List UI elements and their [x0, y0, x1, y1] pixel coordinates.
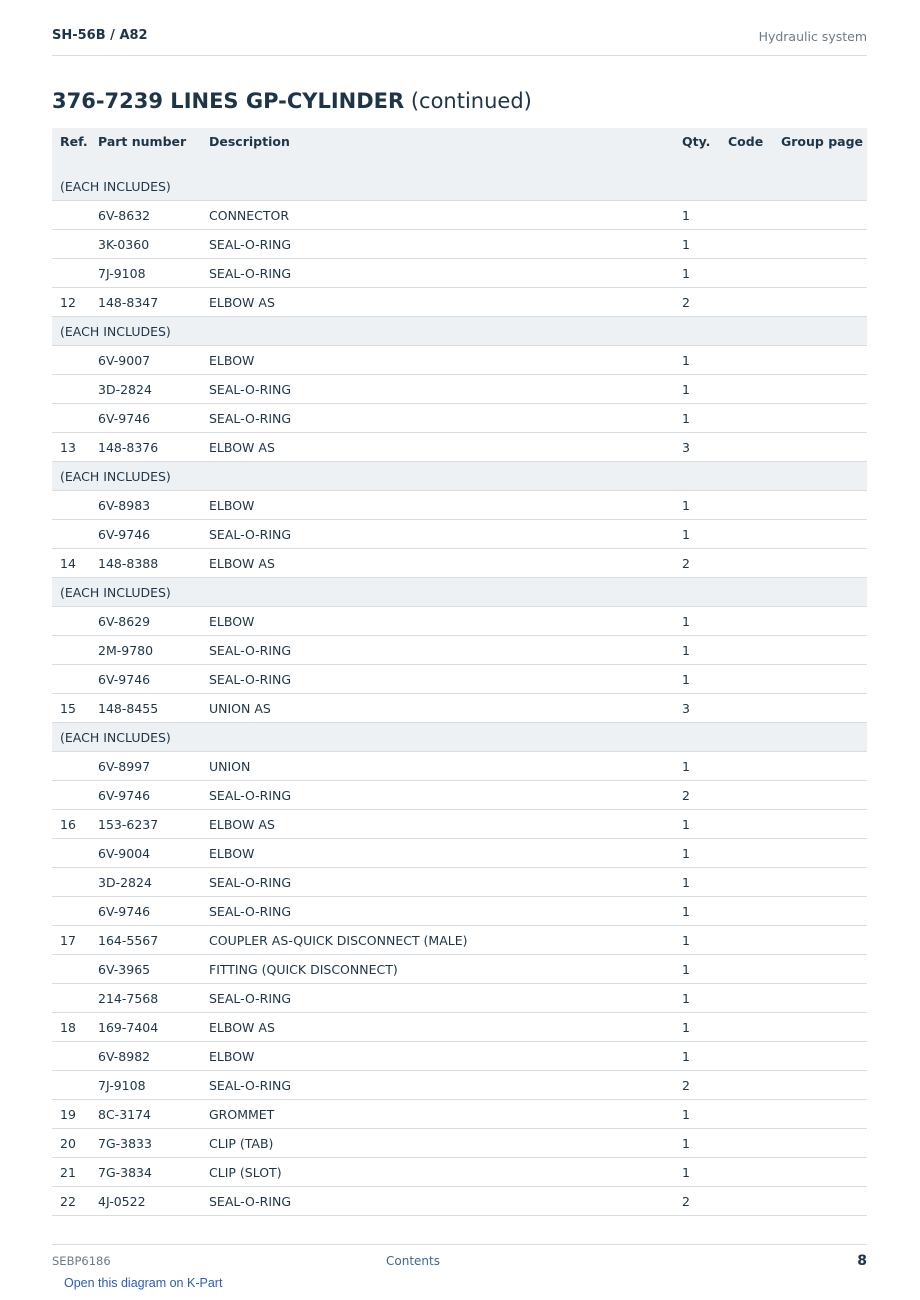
cell-group-page: [781, 636, 867, 665]
cell-part-number: 2M-9780: [98, 636, 209, 665]
cell-ref: 18: [52, 1013, 98, 1042]
cell-ref: 13: [52, 433, 98, 462]
group-header-row: [52, 462, 867, 491]
table-row: [52, 955, 867, 984]
cell-code: [728, 1158, 781, 1187]
cell-code: [728, 288, 781, 317]
cell-description: SEAL-O-RING: [209, 897, 682, 926]
cell-part-number: 169-7404: [98, 1013, 209, 1042]
cell-description: SEAL-O-RING: [209, 665, 682, 694]
cell-qty: 2: [682, 549, 728, 578]
table-row: [52, 694, 867, 723]
cell-ref: 14: [52, 549, 98, 578]
cell-description: SEAL-O-RING: [209, 259, 682, 288]
cell-part-number: 164-5567: [98, 926, 209, 955]
cell-description: ELBOW: [209, 839, 682, 868]
cell-group-page: [781, 781, 867, 810]
open-diagram-link[interactable]: Open this diagram on K-Part: [64, 1276, 223, 1290]
cell-description: SEAL-O-RING: [209, 375, 682, 404]
table-row: [52, 926, 867, 955]
cell-part-number: 6V-9746: [98, 665, 209, 694]
cell-part-number: 3D-2824: [98, 868, 209, 897]
group-header-row: [52, 317, 867, 346]
cell-qty: 1: [682, 868, 728, 897]
cell-code: [728, 1042, 781, 1071]
cell-description: CLIP (SLOT): [209, 1158, 682, 1187]
table-row: [52, 1129, 867, 1158]
column-header-ref: Ref.: [52, 128, 98, 172]
cell-description: SEAL-O-RING: [209, 1071, 682, 1100]
cell-group-page: [781, 897, 867, 926]
cell-ref: [52, 752, 98, 781]
cell-qty: 2: [682, 288, 728, 317]
cell-description: FITTING (QUICK DISCONNECT): [209, 955, 682, 984]
cell-group-page: [781, 868, 867, 897]
cell-qty: 3: [682, 694, 728, 723]
cell-code: [728, 433, 781, 462]
cell-qty: 1: [682, 984, 728, 1013]
cell-group-page: [781, 1100, 867, 1129]
cell-description: SEAL-O-RING: [209, 404, 682, 433]
cell-description: UNION: [209, 752, 682, 781]
table-row: [52, 984, 867, 1013]
cell-group-page: [781, 752, 867, 781]
page-footer: [52, 1244, 867, 1275]
cell-part-number: 153-6237: [98, 810, 209, 839]
cell-qty: 1: [682, 636, 728, 665]
cell-group-page: [781, 346, 867, 375]
cell-part-number: 6V-9004: [98, 839, 209, 868]
cell-code: [728, 404, 781, 433]
table-row: [52, 607, 867, 636]
cell-part-number: 148-8376: [98, 433, 209, 462]
table-row: [52, 1042, 867, 1071]
group-label: (EACH INCLUDES): [52, 462, 867, 491]
cell-code: [728, 230, 781, 259]
cell-group-page: [781, 491, 867, 520]
cell-description: CLIP (TAB): [209, 1129, 682, 1158]
cell-qty: 1: [682, 926, 728, 955]
cell-ref: [52, 636, 98, 665]
cell-group-page: [781, 404, 867, 433]
cell-qty: 2: [682, 1071, 728, 1100]
table-row: [52, 897, 867, 926]
title-suffix: (continued): [404, 89, 532, 113]
group-label: (EACH INCLUDES): [52, 172, 867, 201]
cell-code: [728, 897, 781, 926]
cell-description: ELBOW: [209, 607, 682, 636]
cell-description: CONNECTOR: [209, 201, 682, 230]
document-number: SEBP6186: [52, 1254, 111, 1268]
group-header-row: [52, 578, 867, 607]
group-header-row: [52, 172, 867, 201]
parts-table: [52, 128, 867, 1216]
column-header-description: Description: [209, 128, 682, 172]
cell-part-number: 6V-8983: [98, 491, 209, 520]
cell-description: ELBOW: [209, 1042, 682, 1071]
table-header-row: [52, 128, 867, 172]
cell-description: ELBOW: [209, 346, 682, 375]
cell-part-number: 148-8388: [98, 549, 209, 578]
cell-qty: 1: [682, 404, 728, 433]
table-row: [52, 1013, 867, 1042]
cell-description: SEAL-O-RING: [209, 636, 682, 665]
cell-group-page: [781, 1129, 867, 1158]
cell-ref: [52, 491, 98, 520]
column-header-code: Code: [728, 128, 781, 172]
cell-code: [728, 839, 781, 868]
table-row: [52, 781, 867, 810]
table-row: [52, 868, 867, 897]
cell-ref: [52, 375, 98, 404]
cell-qty: 1: [682, 955, 728, 984]
cell-code: [728, 636, 781, 665]
cell-description: ELBOW AS: [209, 1013, 682, 1042]
table-row: [52, 549, 867, 578]
column-header-qty: Qty.: [682, 128, 728, 172]
cell-description: ELBOW AS: [209, 549, 682, 578]
cell-code: [728, 491, 781, 520]
cell-description: SEAL-O-RING: [209, 520, 682, 549]
cell-description: SEAL-O-RING: [209, 230, 682, 259]
group-label: (EACH INCLUDES): [52, 317, 867, 346]
cell-ref: 17: [52, 926, 98, 955]
cell-qty: 1: [682, 1013, 728, 1042]
table-row: [52, 665, 867, 694]
cell-ref: [52, 404, 98, 433]
cell-qty: 1: [682, 1042, 728, 1071]
cell-qty: 1: [682, 752, 728, 781]
cell-part-number: 7J-9108: [98, 1071, 209, 1100]
table-row: [52, 375, 867, 404]
cell-group-page: [781, 810, 867, 839]
cell-group-page: [781, 984, 867, 1013]
cell-ref: 19: [52, 1100, 98, 1129]
cell-qty: 2: [682, 781, 728, 810]
cell-part-number: 6V-9007: [98, 346, 209, 375]
cell-description: ELBOW AS: [209, 288, 682, 317]
cell-qty: 1: [682, 1100, 728, 1129]
cell-qty: 1: [682, 375, 728, 404]
cell-ref: 22: [52, 1187, 98, 1216]
cell-part-number: 7J-9108: [98, 259, 209, 288]
cell-code: [728, 607, 781, 636]
cell-part-number: 4J-0522: [98, 1187, 209, 1216]
cell-ref: [52, 520, 98, 549]
table-row: [52, 810, 867, 839]
cell-description: SEAL-O-RING: [209, 1187, 682, 1216]
contents-link[interactable]: Contents: [386, 1254, 440, 1268]
column-header-group-page: Group page: [781, 128, 867, 172]
cell-qty: 1: [682, 810, 728, 839]
cell-qty: 2: [682, 1187, 728, 1216]
cell-code: [728, 665, 781, 694]
cell-code: [728, 1129, 781, 1158]
cell-part-number: 7G-3833: [98, 1129, 209, 1158]
document-id: SH-56B / A82: [52, 28, 148, 43]
cell-group-page: [781, 839, 867, 868]
cell-code: [728, 520, 781, 549]
cell-ref: [52, 1071, 98, 1100]
cell-part-number: 6V-9746: [98, 520, 209, 549]
cell-description: SEAL-O-RING: [209, 781, 682, 810]
cell-ref: 15: [52, 694, 98, 723]
cell-code: [728, 1187, 781, 1216]
table-row: [52, 404, 867, 433]
cell-group-page: [781, 1158, 867, 1187]
cell-ref: [52, 897, 98, 926]
table-row: [52, 636, 867, 665]
cell-ref: [52, 201, 98, 230]
cell-ref: 16: [52, 810, 98, 839]
cell-code: [728, 346, 781, 375]
cell-code: [728, 926, 781, 955]
cell-group-page: [781, 549, 867, 578]
cell-group-page: [781, 1042, 867, 1071]
cell-group-page: [781, 375, 867, 404]
section-name: Hydraulic system: [758, 29, 867, 44]
cell-ref: 20: [52, 1129, 98, 1158]
cell-qty: 1: [682, 607, 728, 636]
cell-part-number: 6V-9746: [98, 404, 209, 433]
table-row: [52, 1187, 867, 1216]
cell-code: [728, 201, 781, 230]
cell-part-number: 6V-8629: [98, 607, 209, 636]
cell-ref: [52, 230, 98, 259]
column-header-part-number: Part number: [98, 128, 209, 172]
cell-description: GROMMET: [209, 1100, 682, 1129]
cell-part-number: 3D-2824: [98, 375, 209, 404]
cell-code: [728, 1071, 781, 1100]
table-row: [52, 259, 867, 288]
cell-code: [728, 781, 781, 810]
title-main: 376-7239 LINES GP-CYLINDER: [52, 89, 405, 113]
cell-part-number: 214-7568: [98, 984, 209, 1013]
table-row: [52, 201, 867, 230]
cell-group-page: [781, 433, 867, 462]
cell-description: SEAL-O-RING: [209, 984, 682, 1013]
cell-code: [728, 752, 781, 781]
cell-description: ELBOW AS: [209, 433, 682, 462]
cell-group-page: [781, 1013, 867, 1042]
cell-ref: [52, 1042, 98, 1071]
page-title: [52, 89, 532, 113]
group-header-row: [52, 723, 867, 752]
cell-ref: [52, 984, 98, 1013]
cell-qty: 1: [682, 1158, 728, 1187]
cell-group-page: [781, 926, 867, 955]
group-label: (EACH INCLUDES): [52, 578, 867, 607]
cell-part-number: 8C-3174: [98, 1100, 209, 1129]
cell-description: SEAL-O-RING: [209, 868, 682, 897]
cell-part-number: 6V-8997: [98, 752, 209, 781]
cell-part-number: 6V-9746: [98, 781, 209, 810]
cell-qty: 1: [682, 1129, 728, 1158]
cell-group-page: [781, 694, 867, 723]
cell-code: [728, 868, 781, 897]
cell-description: UNION AS: [209, 694, 682, 723]
cell-code: [728, 694, 781, 723]
cell-part-number: 6V-9746: [98, 897, 209, 926]
cell-qty: 1: [682, 491, 728, 520]
cell-ref: [52, 665, 98, 694]
parts-table-body: [52, 172, 867, 1216]
table-row: [52, 1100, 867, 1129]
table-row: [52, 839, 867, 868]
cell-group-page: [781, 288, 867, 317]
table-row: [52, 346, 867, 375]
cell-qty: 1: [682, 346, 728, 375]
cell-group-page: [781, 1071, 867, 1100]
cell-code: [728, 1013, 781, 1042]
cell-group-page: [781, 1187, 867, 1216]
cell-qty: 1: [682, 839, 728, 868]
table-row: [52, 230, 867, 259]
cell-description: COUPLER AS-QUICK DISCONNECT (MALE): [209, 926, 682, 955]
cell-part-number: 7G-3834: [98, 1158, 209, 1187]
cell-code: [728, 984, 781, 1013]
cell-description: ELBOW AS: [209, 810, 682, 839]
page-number: 8: [857, 1253, 867, 1269]
cell-ref: 21: [52, 1158, 98, 1187]
cell-ref: [52, 955, 98, 984]
cell-ref: [52, 259, 98, 288]
cell-group-page: [781, 520, 867, 549]
cell-code: [728, 375, 781, 404]
table-row: [52, 1071, 867, 1100]
cell-qty: 1: [682, 259, 728, 288]
cell-part-number: 6V-8632: [98, 201, 209, 230]
cell-part-number: 3K-0360: [98, 230, 209, 259]
cell-qty: 1: [682, 201, 728, 230]
cell-group-page: [781, 259, 867, 288]
cell-ref: [52, 607, 98, 636]
cell-code: [728, 259, 781, 288]
cell-part-number: 148-8347: [98, 288, 209, 317]
cell-group-page: [781, 607, 867, 636]
cell-group-page: [781, 201, 867, 230]
table-row: [52, 752, 867, 781]
cell-group-page: [781, 955, 867, 984]
cell-qty: 1: [682, 665, 728, 694]
group-label: (EACH INCLUDES): [52, 723, 867, 752]
cell-group-page: [781, 230, 867, 259]
page-header: [52, 28, 867, 56]
cell-part-number: 6V-8982: [98, 1042, 209, 1071]
cell-description: ELBOW: [209, 491, 682, 520]
cell-code: [728, 549, 781, 578]
table-row: [52, 433, 867, 462]
cell-ref: 12: [52, 288, 98, 317]
cell-qty: 3: [682, 433, 728, 462]
cell-part-number: 148-8455: [98, 694, 209, 723]
cell-code: [728, 955, 781, 984]
cell-ref: [52, 781, 98, 810]
cell-group-page: [781, 665, 867, 694]
cell-ref: [52, 839, 98, 868]
cell-ref: [52, 346, 98, 375]
cell-code: [728, 810, 781, 839]
cell-part-number: 6V-3965: [98, 955, 209, 984]
table-row: [52, 288, 867, 317]
cell-code: [728, 1100, 781, 1129]
table-row: [52, 520, 867, 549]
cell-qty: 1: [682, 520, 728, 549]
table-row: [52, 1158, 867, 1187]
cell-ref: [52, 868, 98, 897]
cell-qty: 1: [682, 897, 728, 926]
cell-qty: 1: [682, 230, 728, 259]
table-row: [52, 491, 867, 520]
